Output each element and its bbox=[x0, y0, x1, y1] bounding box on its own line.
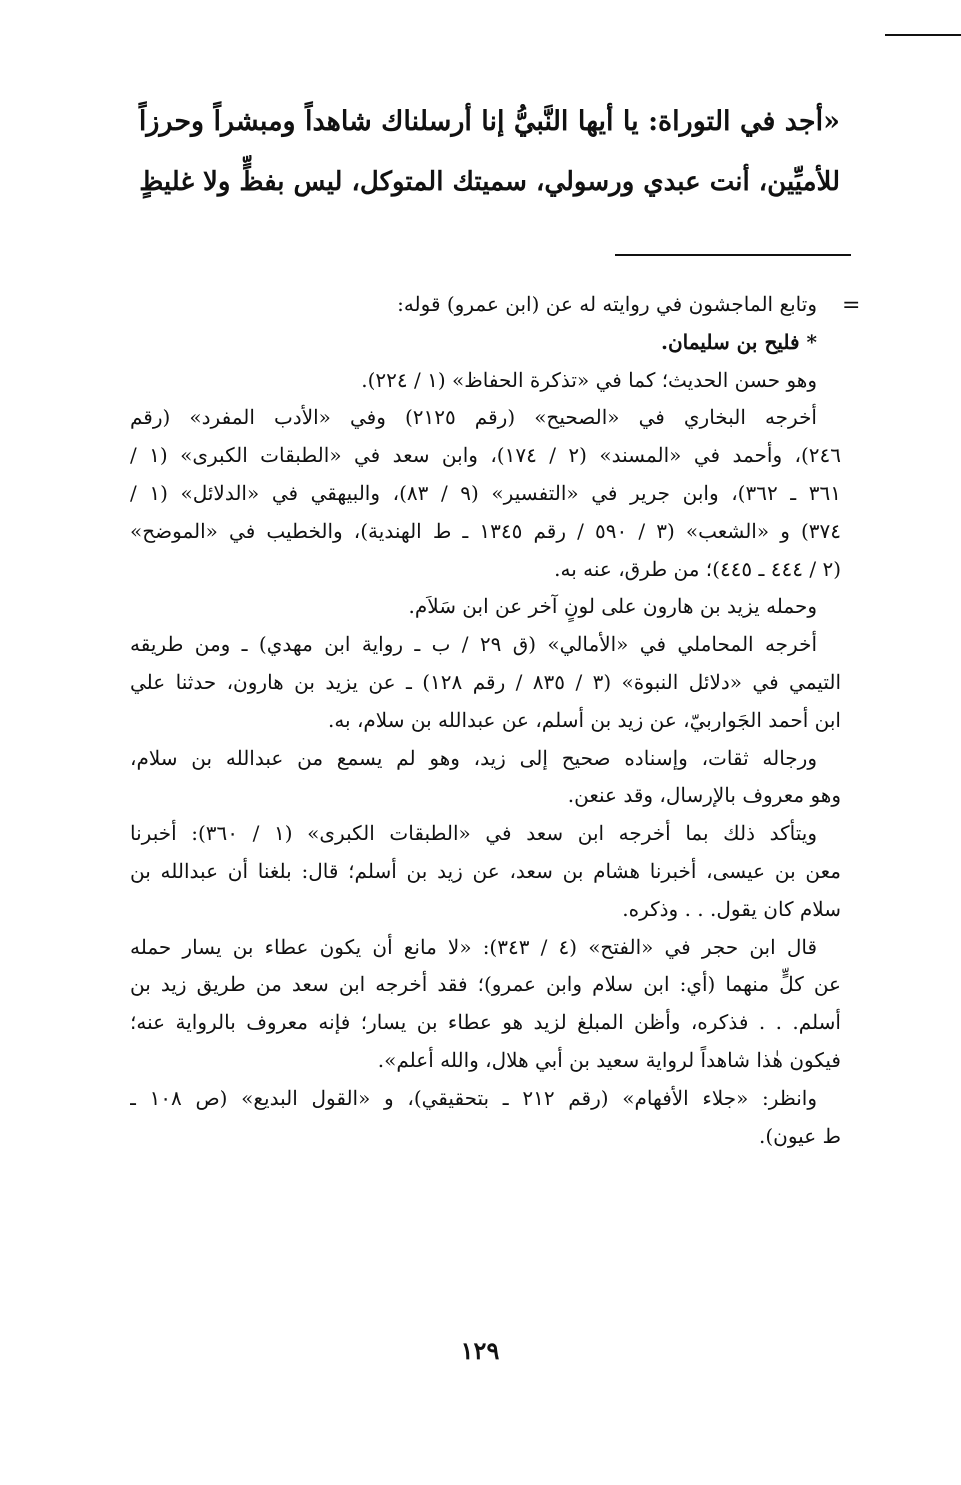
footnote-line: معن بن عيسى، أخبرنا هشام بن سعد، عن زيد بن أسلم؛ قال: بلغنا أن عبدالله بن bbox=[130, 858, 841, 883]
footnote-line: ٣٧٤) و «الشعب» (٣ / ٥٩٠ / رقم ١٣٤٥ ـ ط الهندية)، والخطيب في «الموضح» bbox=[130, 518, 841, 543]
footnote-line: ط عيون). bbox=[758, 1123, 841, 1148]
footnotes bbox=[130, 286, 841, 1155]
footnote-line: (٢ / ٤٤٤ ـ ٤٤٥)؛ من طرق، عنه به. bbox=[554, 556, 841, 581]
footnote-line: قال ابن حجر في «الفتح» (٤ / ٣٤٣): «لا مانع أن يكون عطاء بن يسار حمله bbox=[130, 934, 817, 959]
footnote-line: وتابع الماجشون في روايته له عن (ابن عمرو) قوله: bbox=[397, 292, 817, 316]
footnote-separator bbox=[615, 254, 851, 256]
footnote-continuation-mark: = bbox=[842, 293, 861, 318]
footnote-line: ٢٤٦)، وأحمد في «المسند» (٢ / ١٧٤)، وابن سعد في «الطبقات الكبرى» (١ / bbox=[130, 443, 841, 468]
footnote-line: أخرجه المحاملي في «الأمالي» (ق ٢٩ / ب ـ رواية ابن مهدي) ـ ومن طريقه bbox=[130, 632, 817, 657]
footnote-line: وهو معروف بالإرسال، وقد عنعن. bbox=[567, 783, 841, 808]
footnote-line: ٣٦١ ـ ٣٦٢)، وابن جرير في «التفسير» (٩ / ٨٣)، والبيهقي في «الدلائل» (١ / bbox=[130, 480, 841, 505]
footnote-line: * فليح بن سليمان. bbox=[661, 329, 817, 354]
footnote-line: أسلم. . . فذكره، وأظن المبلغ لزيد هو عطاء بن يسار؛ فإنه معروف بالرواية عنه؛ bbox=[130, 1010, 841, 1035]
footnote-line: عن كلٍّ منهما (أي: ابن سلام وابن عمرو)؛ فقد أخرجه ابن سعد من طريق زيد بن bbox=[130, 972, 841, 997]
main-text bbox=[130, 92, 840, 212]
footnote-line: وهو حسن الحديث؛ كما في «تذكرة الحفاظ» (١ / ٢٢٤). bbox=[361, 367, 817, 392]
footnote-line: ويتأكد ذلك بما أخرجه ابن سعد في «الطبقات الكبرى» (١ / ٣٦٠): أخبرنا bbox=[130, 821, 817, 846]
page-number: ١٢٩ bbox=[460, 1336, 500, 1365]
footnote-line: ورجاله ثقات، وإسناده صحيح إلى زيد، وهو لم يسمع من عبدالله بن سلام، bbox=[130, 745, 817, 770]
footnote-line: فيكون هٰذا شاهداً لرواية سعيد بن أبي هلال، والله أعلم». bbox=[377, 1047, 841, 1072]
header-rule bbox=[885, 34, 961, 36]
main-text-line: «أجد في التوراة: يا أيها النَّبيُّ إنا أرسلناك شاهداً ومبشراً وحرزاً bbox=[138, 106, 840, 137]
footnote-line: التيمي في «دلائل النبوة» (٣ / ٨٣٥ / رقم ١٢٨) ـ عن يزيد بن هارون، حدثنا علي bbox=[130, 669, 841, 694]
footnote-line: ابن أحمد الجَواربيّ، عن زيد بن أسلم، عن عبدالله بن سلام، به. bbox=[327, 707, 841, 732]
footnote-line: وانظر: «جلاء الأفهام» (رقم ٢١٢ ـ بتحقيقي)، و «القول البديع» (ص ١٠٨ ـ bbox=[130, 1085, 818, 1110]
footnote-line: سلام كان يقول. . . وذكره. bbox=[622, 896, 841, 921]
main-text-line: للأميِّين، أنت عبدي ورسولي، سميتك المتوكل، ليس بفظٍّ ولا غليظٍ bbox=[139, 167, 840, 197]
footnote-line: أخرجه البخاري في «الصحيح» (رقم ٢١٢٥) وفي «الأدب المفرد» (رقم bbox=[130, 405, 817, 430]
footnote-line: وحمله يزيد بن هارون على لونٍ آخر عن ابن سَلاَم. bbox=[408, 594, 817, 619]
